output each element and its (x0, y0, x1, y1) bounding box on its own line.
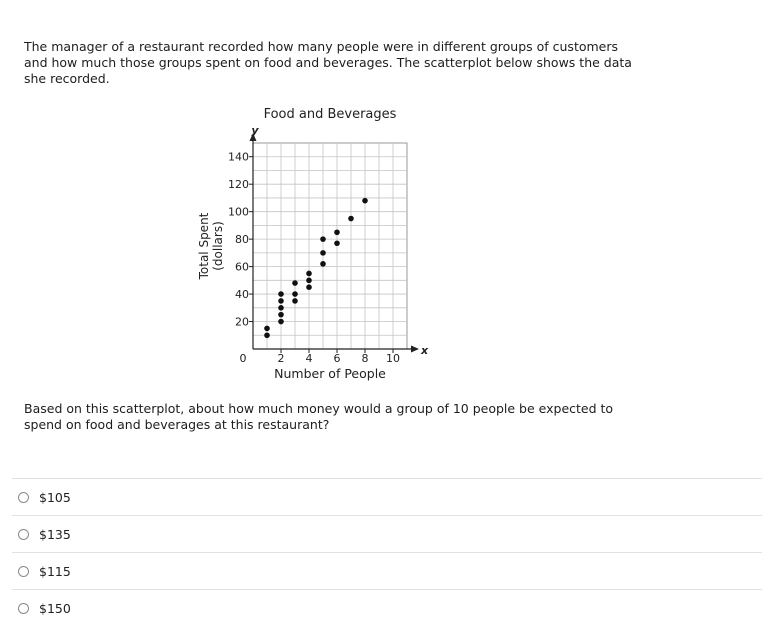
data-point (306, 284, 312, 290)
x-axis-variable: x (421, 344, 429, 357)
x-axis-label: Number of People (274, 366, 386, 381)
data-point (306, 278, 312, 284)
data-point (320, 250, 326, 256)
y-tick-label: 40 (235, 288, 249, 302)
data-point (278, 305, 284, 311)
answer-option-4[interactable] (12, 589, 762, 626)
radio-button-icon[interactable] (18, 603, 29, 614)
data-point (292, 291, 298, 297)
radio-button-icon[interactable] (18, 566, 29, 577)
x-tick-label: 2 (277, 352, 285, 365)
question-intro: The manager of a restaurant recorded how many people were in different groups of customers and how much those groups spent on food and beverages. The scatterplot below shows the data she recorded. (24, 39, 632, 86)
data-point (264, 332, 270, 338)
data-point (292, 298, 298, 304)
x-tick-label: 4 (305, 352, 313, 365)
origin-label: 0 (239, 352, 247, 365)
data-point (264, 326, 270, 332)
data-point (278, 298, 284, 304)
data-point (292, 280, 298, 286)
data-point (306, 271, 312, 277)
x-tick-label: 8 (361, 352, 369, 365)
answer-option-label: $150 (39, 600, 71, 616)
answer-options (12, 478, 762, 626)
answer-option-label: $115 (39, 563, 71, 579)
data-point (278, 319, 284, 325)
radio-button-icon[interactable] (18, 529, 29, 540)
y-tick-label: 120 (228, 178, 249, 192)
data-point (320, 261, 326, 267)
x-tick-label: 6 (333, 352, 341, 365)
data-point (334, 240, 340, 246)
x-tick-label: 10 (386, 352, 400, 365)
answer-option-1[interactable] (12, 478, 762, 515)
answer-option-label: $135 (39, 526, 71, 542)
data-point (320, 236, 326, 242)
y-tick-label: 140 (228, 150, 249, 164)
y-tick-label: 60 (235, 260, 249, 274)
y-tick-label: 20 (235, 315, 249, 329)
y-tick-label: 80 (235, 233, 249, 247)
data-point (348, 216, 354, 222)
data-point (278, 312, 284, 318)
chart-title: Food and Beverages (263, 107, 397, 122)
radio-button-icon[interactable] (18, 492, 29, 503)
answer-option-2[interactable] (12, 515, 762, 552)
answer-option-3[interactable] (12, 552, 762, 589)
data-point (334, 229, 340, 235)
plot-area (253, 143, 407, 349)
y-axis-variable: y (251, 124, 259, 137)
answer-option-label: $105 (39, 489, 71, 505)
x-axis-arrow-icon (411, 346, 419, 353)
y-axis-label: Total Spent(dollars) (197, 212, 225, 280)
question-prompt: Based on this scatterplot, about how much money would a group of 10 people be expected to spend on food and beverages at this restaurant? (24, 401, 614, 432)
y-tick-label: 100 (228, 205, 249, 219)
data-point (362, 198, 368, 204)
data-point (278, 291, 284, 297)
